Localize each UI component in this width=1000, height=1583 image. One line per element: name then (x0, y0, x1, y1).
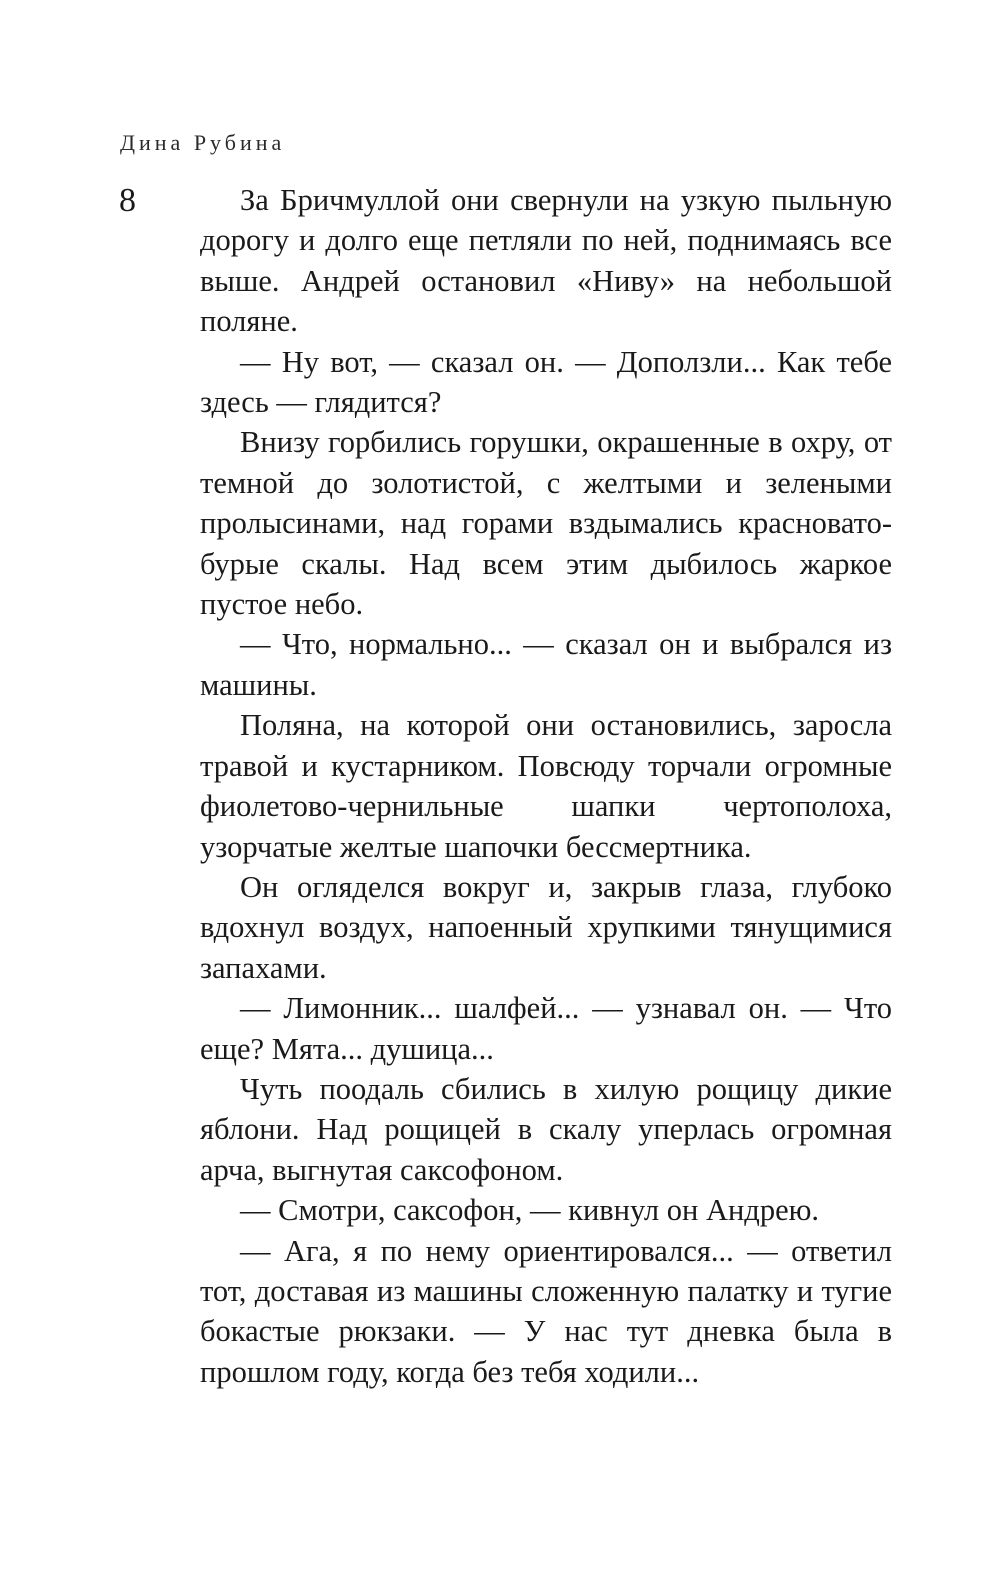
running-head: Дина Рубина (120, 130, 286, 155)
paragraph: Поляна, на которой они остановились, заросла травой и кустарником. Повсюду торчали огромные фиолетово-чернильные шапки чертополоха, узорчатые желтые шапочки бессмертника. (200, 708, 892, 864)
paragraph: — Лимонник... шалфей... — узнавал он. — Что еще? Мята... душица... (200, 991, 892, 1066)
paragraph: Внизу горбились горушки, окрашенные в охру, от темной до золотистой, с желтыми и зелеными пролысинами, над горами вздымались красновато-бурые скалы. Над всем этим дыбилось жаркое пустое небо. (200, 425, 892, 622)
paragraph: — Ага, я по нему ориентировался... — ответил тот, доставая из машины сложенную палатку и тугие бокастые рюкзаки. — У нас тут дневка была в прошлом году, когда без тебя ходили... (200, 1233, 892, 1389)
paragraph: Он огляделся вокруг и, закрыв глаза, глубоко вдохнул воздух, напоенный хрупкими тянущимися запахами. (200, 869, 892, 985)
page-number: 8 (119, 182, 136, 219)
paragraph: — Что, нормально... — сказал он и выбрался из машины. (200, 627, 892, 702)
paragraph: — Ну вот, — сказал он. — Доползли... Как тебе здесь — глядится? (200, 344, 892, 420)
paragraph: — Смотри, саксофон, — кивнул он Андрею. (240, 1193, 820, 1228)
paragraph: Чуть поодаль сбились в хилую рощицу дикие яблони. Над рощицей в скалу уперлась огромная арча, выгнутая саксофоном. (200, 1071, 892, 1187)
body-text (200, 180, 892, 1392)
paragraph: За Бричмуллой они свернули на узкую пыльную дорогу и долго еще петляли по ней, поднимаясь все выше. Андрей остановил «Ниву» на небольшой поляне. (200, 183, 892, 339)
